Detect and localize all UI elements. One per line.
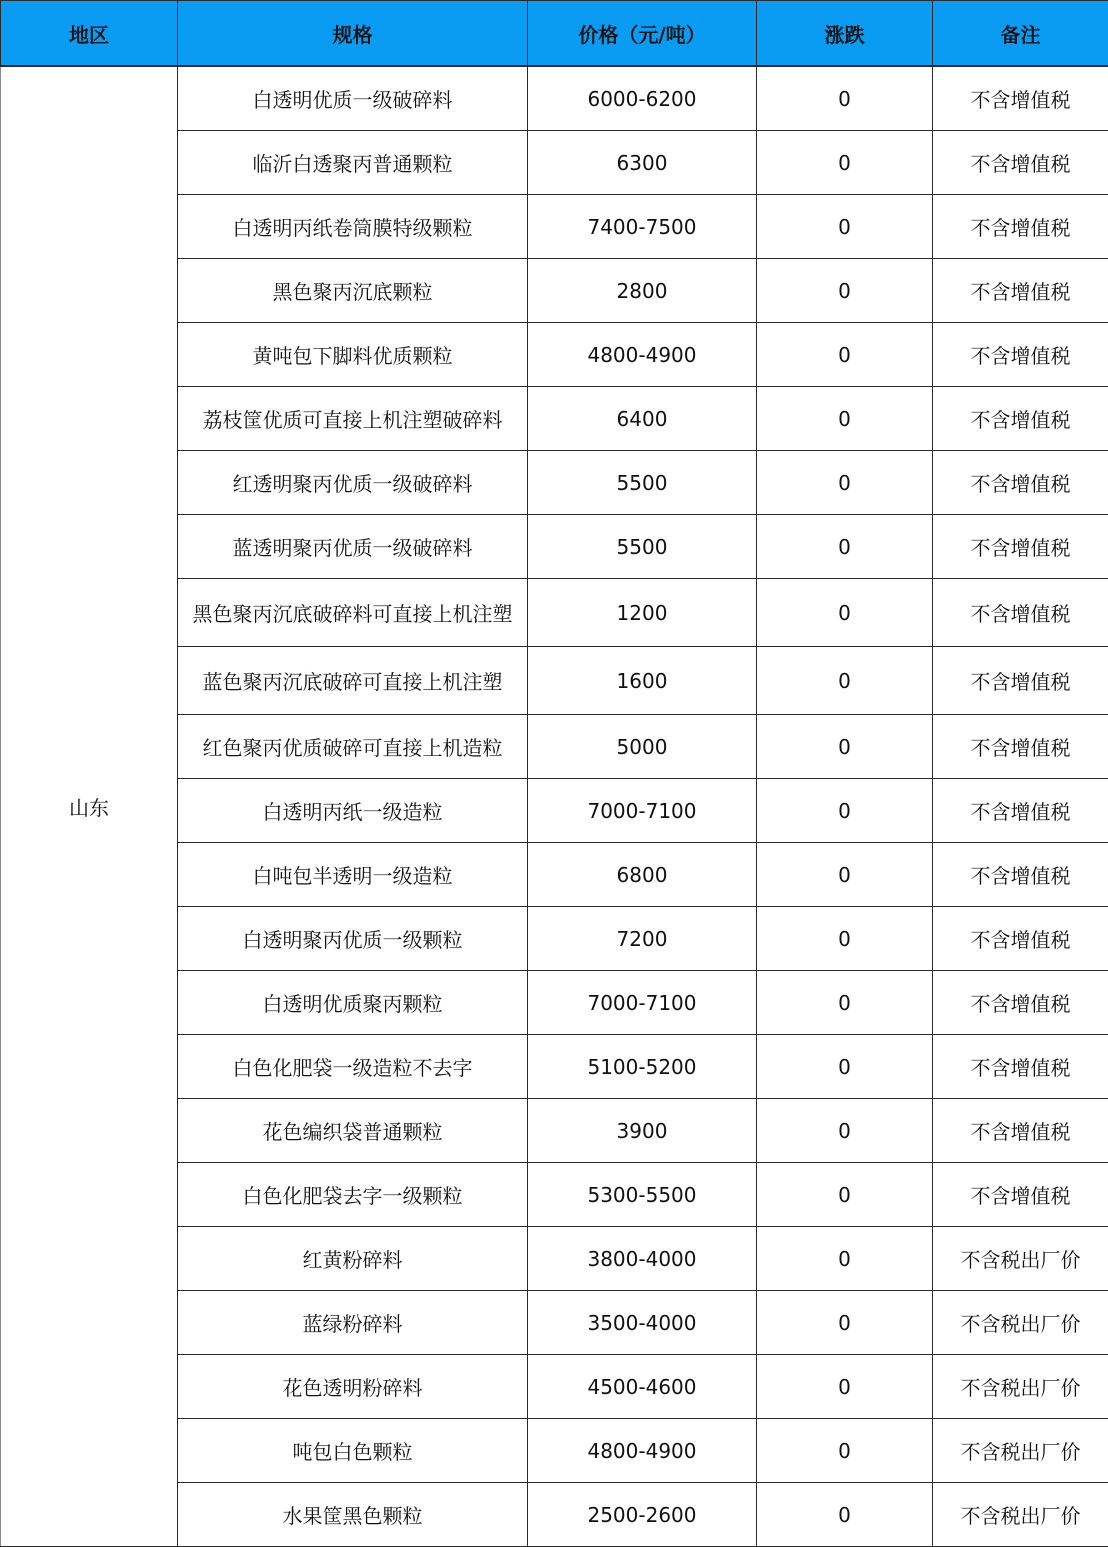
price-cell: 6800 (528, 843, 757, 907)
price-cell: 4800-4900 (528, 1419, 757, 1483)
change-cell: 0 (757, 843, 933, 907)
price-cell: 5500 (528, 515, 757, 579)
note-cell: 不含增值税 (933, 779, 1108, 843)
price-cell: 2500-2600 (528, 1483, 757, 1547)
change-cell: 0 (757, 779, 933, 843)
header-row (1, 1, 1108, 67)
table-row (1, 66, 1108, 131)
note-cell: 不含增值税 (933, 579, 1108, 647)
spec-cell: 蓝绿粉碎料 (178, 1291, 528, 1355)
spec-cell: 蓝透明聚丙优质一级破碎料 (178, 515, 528, 579)
price-cell: 6000-6200 (528, 66, 757, 131)
change-cell: 0 (757, 1099, 933, 1163)
spec-cell: 水果筐黑色颗粒 (178, 1483, 528, 1547)
price-cell: 1200 (528, 579, 757, 647)
price-cell: 2800 (528, 259, 757, 323)
note-cell: 不含增值税 (933, 971, 1108, 1035)
header-change: 涨跌 (757, 1, 933, 67)
price-cell: 7000-7100 (528, 779, 757, 843)
price-cell: 7200 (528, 907, 757, 971)
spec-cell: 荔枝筐优质可直接上机注塑破碎料 (178, 387, 528, 451)
region-cell: 山东 (1, 66, 178, 1547)
note-cell: 不含税出厂价 (933, 1483, 1108, 1547)
spec-cell: 白色化肥袋去字一级颗粒 (178, 1163, 528, 1227)
change-cell: 0 (757, 1035, 933, 1099)
change-cell: 0 (757, 323, 933, 387)
header-region: 地区 (1, 1, 178, 67)
price-cell: 5000 (528, 715, 757, 779)
price-cell: 5300-5500 (528, 1163, 757, 1227)
spec-cell: 黄吨包下脚料优质颗粒 (178, 323, 528, 387)
spec-cell: 临沂白透聚丙普通颗粒 (178, 131, 528, 195)
note-cell: 不含增值税 (933, 323, 1108, 387)
note-cell: 不含增值税 (933, 647, 1108, 715)
spec-cell: 白透明丙纸卷筒膜特级颗粒 (178, 195, 528, 259)
change-cell: 0 (757, 907, 933, 971)
note-cell: 不含税出厂价 (933, 1291, 1108, 1355)
note-cell: 不含增值税 (933, 843, 1108, 907)
note-cell: 不含增值税 (933, 387, 1108, 451)
note-cell: 不含税出厂价 (933, 1419, 1108, 1483)
price-cell: 3500-4000 (528, 1291, 757, 1355)
change-cell: 0 (757, 1483, 933, 1547)
header-spec: 规格 (178, 1, 528, 67)
note-cell: 不含增值税 (933, 66, 1108, 131)
change-cell: 0 (757, 131, 933, 195)
note-cell: 不含增值税 (933, 1035, 1108, 1099)
price-cell: 4800-4900 (528, 323, 757, 387)
price-cell: 5100-5200 (528, 1035, 757, 1099)
note-cell: 不含增值税 (933, 131, 1108, 195)
spec-cell: 白透明聚丙优质一级颗粒 (178, 907, 528, 971)
change-cell: 0 (757, 515, 933, 579)
change-cell: 0 (757, 1355, 933, 1419)
change-cell: 0 (757, 66, 933, 131)
change-cell: 0 (757, 647, 933, 715)
change-cell: 0 (757, 1163, 933, 1227)
price-cell: 7400-7500 (528, 195, 757, 259)
note-cell: 不含增值税 (933, 195, 1108, 259)
spec-cell: 白色化肥袋一级造粒不去字 (178, 1035, 528, 1099)
note-cell: 不含增值税 (933, 1099, 1108, 1163)
note-cell: 不含增值税 (933, 259, 1108, 323)
spec-cell: 黑色聚丙沉底颗粒 (178, 259, 528, 323)
price-cell: 3900 (528, 1099, 757, 1163)
spec-cell: 白透明优质聚丙颗粒 (178, 971, 528, 1035)
price-cell: 4500-4600 (528, 1355, 757, 1419)
spec-cell: 红黄粉碎料 (178, 1227, 528, 1291)
note-cell: 不含增值税 (933, 515, 1108, 579)
change-cell: 0 (757, 387, 933, 451)
price-cell: 7000-7100 (528, 971, 757, 1035)
note-cell: 不含增值税 (933, 907, 1108, 971)
table-body (1, 66, 1108, 1547)
spec-cell: 白吨包半透明一级造粒 (178, 843, 528, 907)
table-header (1, 1, 1108, 67)
change-cell: 0 (757, 451, 933, 515)
note-cell: 不含增值税 (933, 715, 1108, 779)
spec-cell: 红色聚丙优质破碎可直接上机造粒 (178, 715, 528, 779)
price-cell: 3800-4000 (528, 1227, 757, 1291)
spec-cell: 白透明优质一级破碎料 (178, 66, 528, 131)
change-cell: 0 (757, 259, 933, 323)
spec-cell: 红透明聚丙优质一级破碎料 (178, 451, 528, 515)
change-cell: 0 (757, 1291, 933, 1355)
spec-cell: 白透明丙纸一级造粒 (178, 779, 528, 843)
change-cell: 0 (757, 195, 933, 259)
change-cell: 0 (757, 1227, 933, 1291)
price-cell: 5500 (528, 451, 757, 515)
note-cell: 不含增值税 (933, 1163, 1108, 1227)
spec-cell: 蓝色聚丙沉底破碎可直接上机注塑 (178, 647, 528, 715)
change-cell: 0 (757, 971, 933, 1035)
header-price: 价格（元/吨） (528, 1, 757, 67)
change-cell: 0 (757, 715, 933, 779)
spec-cell: 吨包白色颗粒 (178, 1419, 528, 1483)
note-cell: 不含税出厂价 (933, 1227, 1108, 1291)
header-note: 备注 (933, 1, 1108, 67)
price-cell: 6300 (528, 131, 757, 195)
price-cell: 1600 (528, 647, 757, 715)
price-cell: 6400 (528, 387, 757, 451)
change-cell: 0 (757, 579, 933, 647)
spec-cell: 花色透明粉碎料 (178, 1355, 528, 1419)
spec-cell: 花色编织袋普通颗粒 (178, 1099, 528, 1163)
note-cell: 不含税出厂价 (933, 1355, 1108, 1419)
spec-cell: 黑色聚丙沉底破碎料可直接上机注塑 (178, 579, 528, 647)
note-cell: 不含增值税 (933, 451, 1108, 515)
change-cell: 0 (757, 1419, 933, 1483)
